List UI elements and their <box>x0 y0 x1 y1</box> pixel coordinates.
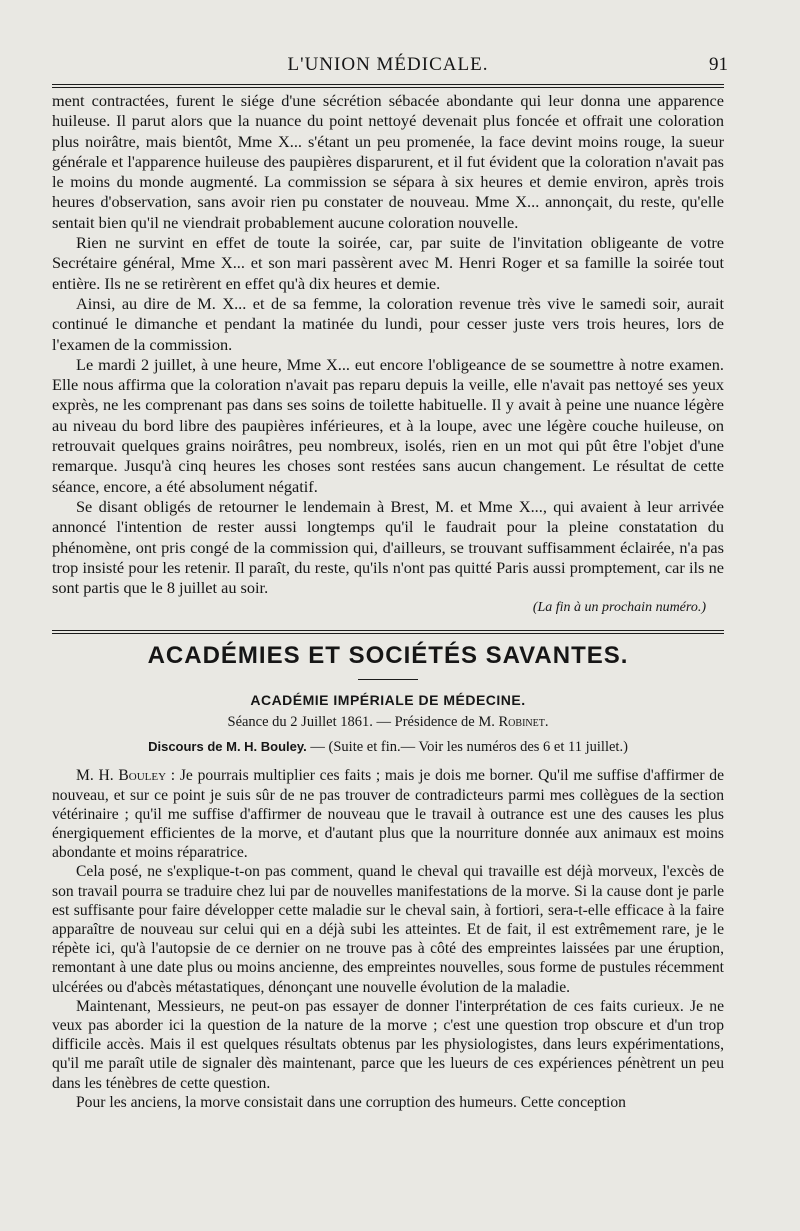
running-header <box>52 44 728 75</box>
continuation-note: (La fin à un prochain numéro.) <box>532 600 706 616</box>
section-heading: ACADÉMIES ET SOCIÉTÉS SAVANTES. <box>147 642 629 670</box>
paragraph: ment contractées, furent le siége d'une sécrétion sébacée abondante qui leur donna une apparence huileuse. Il parut alors que la nuance du point nettoyé devenait plus foncée et offrait une coloration plus noirâtre, mais bientôt, Mme X... s'étant un peu promenée, la face devint moins rouge, la sueur générale et l'apparence huileuse des paupières disparurent, et il fut évident que la coloration n'avait pas le moins du monde augmenté. La commission se sépara à six heures et demie environ, après trois heures d'observation, sans avoir rien pu constater de nouveau. Mme X... annonçait, du reste, qu'elle sentait bien qu'il ne viendrait probablement aucune coloration nouvelle. <box>52 91 724 232</box>
paragraph: Se disant obligés de retourner le lendemain à Brest, M. et Mme X..., qui avaient à leur arrivée annoncé l'intention de rester aussi longtemps qu'il le faudrait pour la pleine constatation du phénomène, ont pris congé de la commission qui, d'ailleurs, se trouvant suffisamment éclairée, n'a pas trop insisté pour les retenir. Il paraît, du reste, qu'ils n'ont pas quitté Paris aussi promptement, car ils ne sont partis que le 8 juillet au soir. <box>52 496 724 598</box>
speech-text <box>52 766 724 1112</box>
paragraph: Ainsi, au dire de M. X... et de sa femme, la coloration revenue très vive le samedi soir, aurait continué le dimanche et pendant la matinée du lundi, pour cesser juste vers trois heures, lors de l'examen de la commission. <box>52 293 724 354</box>
speech-title-line <box>52 739 724 756</box>
paragraph: Pour les anciens, la morve consistait dans une corruption des humeurs. Cette conception <box>76 1093 626 1111</box>
journal-title: L'UNION MÉDICALE. <box>287 54 489 75</box>
article-continuation <box>52 91 724 598</box>
session-text: Séance du 2 Juillet 1861. — Présidence de M. <box>227 714 495 731</box>
speech-note: — (Suite et fin.— Voir les numéros des 6 et 11 juillet.) <box>310 739 628 756</box>
speech-title: Discours de M. H. Bouley. <box>148 739 307 755</box>
page-number: 91 <box>709 54 728 75</box>
header-rule <box>52 84 724 85</box>
short-rule <box>358 679 418 680</box>
paragraph: Le mardi 2 juillet, à une heure, Mme X... eut encore l'obligeance de se soumettre à notre examen. Elle nous affirma que la coloration n'avait pas reparu depuis la veille, elle n'avait pas nettoyé ses yeux exprès, ne les comprenant pas dans ses soins de toilette habituelle. Il y avait à peine une nuance légère au niveau du bord libre des paupières inférieures, et à la loupe, avec une légère couche huileuse, on retrouvait quelques grains noirâtres, peu nombreux, isolés, rien en un mot qui pût être l'objet d'une remarque. Jusqu'à cinq heures les choses sont restées sans aucun changement. Le résultat de cette séance, encore, a été absolument négatif. <box>52 354 724 496</box>
academy-heading: ACADÉMIE IMPÉRIALE DE MÉDECINE. <box>250 692 526 709</box>
paragraph-text: Je pourrais multiplier ces faits ; mais je dois me borner. Qu'il me suffise d'affirmer de nouveau, et sur ce point je suis sûr de ne pas trouver de contradicteurs parmi mes collègues de la section vétérinaire ; qu'il me suffise d'affirmer de nouveau que le travail à outrance est une des causes les plus énergiquement efficientes de la morve, et d'autant plus que la nourriture donnée aux animaux est moins abondante et moins réparatrice. <box>52 767 724 862</box>
paragraph <box>52 766 724 862</box>
president-name: Robinet. <box>498 714 549 731</box>
paragraph: Maintenant, Messieurs, ne peut-on pas essayer de donner l'interprétation de ces faits curieux. Je ne veux pas aborder ici la question de la nature de la morve ; c'est une question trop obscure et d'un trop difficile accès. Mais il est quelques résultats obtenus par les physiologistes, dans leurs expérimentations, qu'il me paraît utile de signaler dès maintenant, parce que les lueurs de ces expériences pénètrent un peu dans les ténèbres de cette question. <box>52 997 724 1092</box>
speaker-name: M. H. Bouley : <box>76 767 176 785</box>
header-rule-thick <box>52 87 724 88</box>
paragraph: Rien ne survint en effet de toute la soirée, car, par suite de l'invitation obligeante de votre Secrétaire général, Mme X... et son mari passèrent avec M. Henri Roger et sa famille la soirée tout entière. Ils ne se retirèrent en effet qu'à dix heures et demie. <box>52 233 724 293</box>
section-divider <box>52 630 724 634</box>
session-line <box>52 714 724 731</box>
paragraph: Cela posé, ne s'explique-t-on pas comment, quand le cheval qui travaille est déjà morveux, l'excès de son travail pourra se traduire chez lui par de nouvelles manifestations de la morve. Si la cause dont je parle est suffisante pour faire développer cette maladie sur le cheval sain, à fortiori, sera-t-elle efficace à la faire apparaître de nouveau sur celui qui en a déjà subi les atteintes. Et de fait, il est extrêmement rare, je le répète ici, qu'à l'autopsie de ce dernier on ne trouve pas à côté des empreintes laissées par une éruption, remontant à une date plus ou moins ancienne, des empreintes nouvelles, sous forme de pustules récemment ulcérées ou d'abcès métastatiques, dénonçant une nouvelle évolution de la maladie. <box>52 863 724 996</box>
